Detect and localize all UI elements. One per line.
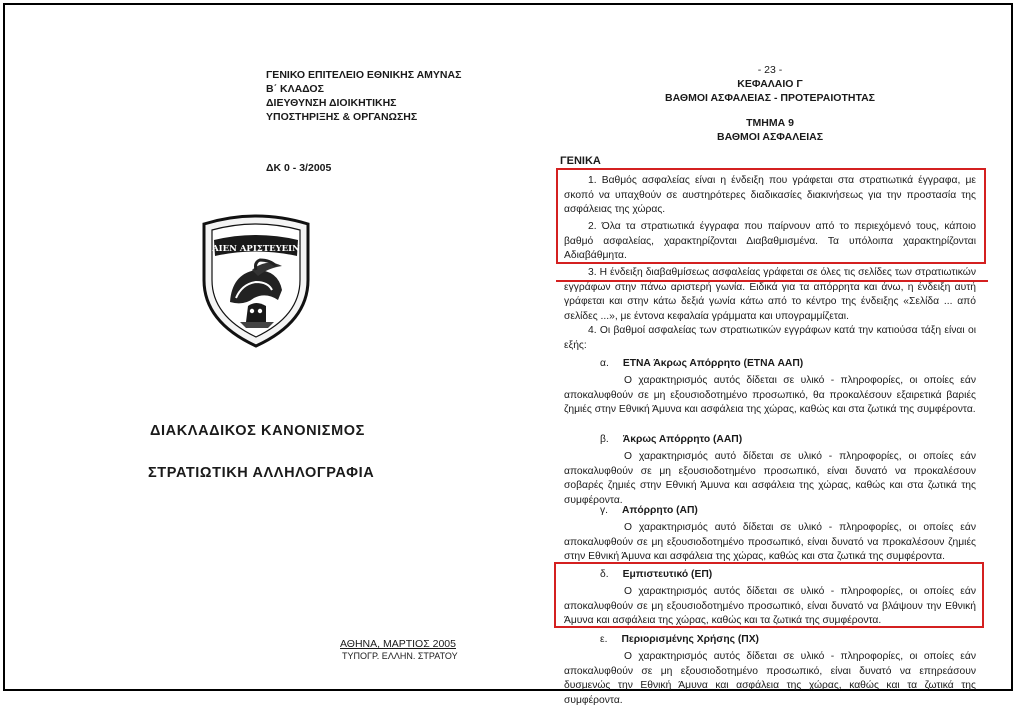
paragraph-2: 2. Όλα τα στρατιωτικά έγγραφα που παίρνουν από το περιεχόμενό τους, κάποιο βαθμό ασφαλείας, χαρακτηρίζονται Διαβαθμισμένα. Τα υπόλοιπα χαρακτηρίζονται Αδιαβάθμητα.	[564, 221, 976, 261]
level-text-c: Ο χαρακτηρισμός αυτό δίδεται σε υλικό - πληροφορίες, οι οποίες εάν αποκαλυφθούν σε μη εξουσιοδοτημένο προσωπικό, είναι δυνατό να προκαλέσουν ζημιές στην Εθνική Άμυνα και ασφάλεια της χώρας, καθώς και στα ζωτικά της συμφέροντα.	[564, 522, 976, 562]
section-title: ΒΑΘΜΟΙ ΑΣΦΑΛΕΙΑΣ	[716, 131, 824, 143]
level-name: Απόρρητο (ΑΠ)	[622, 505, 698, 516]
paragraph-4: 4. Οι βαθμοί ασφαλείας των στρατιωτικών εγγράφων κατά την κατιούσα τάξη είναι οι εξής:	[564, 325, 976, 351]
printer-credit: ΤΥΠΟΓΡ. ΕΛΛΗΝ. ΣΤΡΑΤΟΥ	[342, 651, 458, 661]
highlight-box-paragraphs-1-2	[556, 168, 986, 264]
place-date: ΑΘΗΝΑ, ΜΑΡΤΙΟΣ 2005	[340, 638, 456, 650]
issuing-authority	[266, 68, 461, 124]
general-heading: ΓΕΝΙΚΑ	[560, 155, 601, 167]
level-heading-e	[600, 634, 759, 645]
authority-line: ΔΙΕΥΘΥΝΣΗ ΔΙΟΙΚΗΤΙΚΗΣ	[266, 97, 397, 109]
level-letter: δ.	[600, 569, 609, 580]
level-name: ΕΤΝΑ Άκρως Απόρρητο (ΕΤΝΑ ΑΑΠ)	[622, 358, 804, 369]
content-page	[540, 10, 1000, 706]
paragraph-1: 1. Βαθμός ασφαλείας είναι η ένδειξη που γράφεται στα στρατιωτικά έγγραφα, με σκοπό να υπαχθούν σε αυστηρότερες διαδικασίες διακινήσεως για την προστασία της ασφάλειας της χώρας.	[564, 175, 976, 215]
cover-page	[10, 10, 540, 690]
highlight-underline-paragraph-3	[556, 280, 988, 282]
highlight-box-confidential	[554, 562, 984, 628]
level-letter: α.	[600, 358, 609, 369]
level-heading-c	[600, 505, 698, 516]
level-name: Άκρως Απόρρητο (ΑΑΠ)	[622, 434, 743, 445]
paragraph-3: 3. Η ένδειξη διαβαθμίσεως ασφαλείας γράφεται σε όλες τις σελίδες των στρατιωτικών εγγράφων στην πάνω αριστερή γωνία. Ειδικά για τα απόρρητα και άνω, η ένδειξη αυτή γράφεται και στην κάτω δεξιά γωνία κάτω από το κέντρο της ένδειξης «Σελίδα ... από σελίδες ...», με έντονα κεφαλαία γράμματα και υπογραμμίζεται.	[564, 267, 976, 322]
military-emblem-icon	[196, 210, 316, 350]
level-heading-a	[600, 358, 803, 369]
level-text-a: Ο χαρακτηρισμός αυτός δίδεται σε υλικό - πληροφορίες, οι οποίες εάν αποκαλυφθούν σε μη εξουσιοδοτημένο προσωπικό, θα προκαλέσουν εξαιρετικά βαριές ζημιές στην Εθνική Άμυνα και ασφάλεια της χώρας, καθώς και στα ζωτικά της συμφέροντα.	[564, 375, 976, 415]
level-name: Εμπιστευτικό (ΕΠ)	[622, 569, 713, 580]
level-text-b: Ο χαρακτηρισμός αυτό δίδεται σε υλικό - πληροφορίες, οι οποίες εάν αποκαλυφθούν σε μη εξουσιοδοτημένο προσωπικό, είναι δυνατό να προκαλέσουν σοβαρές ζημιές στην Εθνική Άμυνα και ασφάλεια της χώρας, καθώς και στα ζωτικά της συμφέροντα.	[564, 451, 976, 506]
authority-line: Β΄ ΚΛΑΔΟΣ	[266, 83, 324, 95]
regulation-title: ΔΙΑΚΛΑΔΙΚΟΣ ΚΑΝΟΝΙΣΜΟΣ	[150, 423, 365, 439]
section-label: ΤΜΗΜΑ 9	[746, 117, 794, 129]
authority-line: ΥΠΟΣΤΗΡΙΞΗΣ & ΟΡΓΑΝΩΣΗΣ	[266, 111, 418, 123]
document-code: ΔΚ 0 - 3/2005	[266, 162, 332, 174]
level-text-d: Ο χαρακτηρισμός αυτός δίδεται σε υλικό - πληροφορίες, οι οποίες εάν αποκαλυφθούν σε μη εξουσιοδοτημένο προσωπικό, είναι δυνατό να βλάψουν την Εθνική Άμυνα και ασφάλεια της χώρας, καθώς και τα ζωτικά της συμφέροντα.	[564, 586, 976, 626]
regulation-subtitle: ΣΤΡΑΤΙΩΤΙΚΗ ΑΛΛΗΛΟΓΡΑΦΙΑ	[148, 465, 375, 481]
level-letter: β.	[600, 434, 609, 445]
page-number: - 23 -	[757, 64, 783, 76]
chapter-label: ΚΕΦΑΛΑΙΟ Γ	[737, 78, 803, 90]
emblem-motto: ΑΙΕΝ ΑΡΙΣΤΕΥΕΙΝ	[212, 244, 300, 254]
level-text-e: Ο χαρακτηρισμός αυτός δίδεται σε υλικό - πληροφορίες, οι οποίες εάν αποκαλυφθούν σε μη εξουσιοδοτημένο προσωπικό, είναι δυνατό να επηρεάσουν δυσμενώς την Εθνική Άμυνα και ασφάλεια της χώρας, καθώς και τα ζωτικά της συμφέροντα.	[564, 651, 976, 706]
authority-line: ΓΕΝΙΚΟ ΕΠΙΤΕΛΕΙΟ ΕΘΝΙΚΗΣ ΑΜΥΝΑΣ	[266, 69, 462, 81]
level-name: Περιορισμένης Χρήσης (ΠΧ)	[621, 634, 759, 645]
chapter-title: ΒΑΘΜΟΙ ΑΣΦΑΛΕΙΑΣ - ΠΡΟΤΕΡΑΙΟΤΗΤΑΣ	[665, 92, 875, 104]
level-heading-b	[600, 434, 742, 445]
level-letter: γ.	[600, 505, 609, 516]
level-letter: ε.	[600, 634, 608, 645]
